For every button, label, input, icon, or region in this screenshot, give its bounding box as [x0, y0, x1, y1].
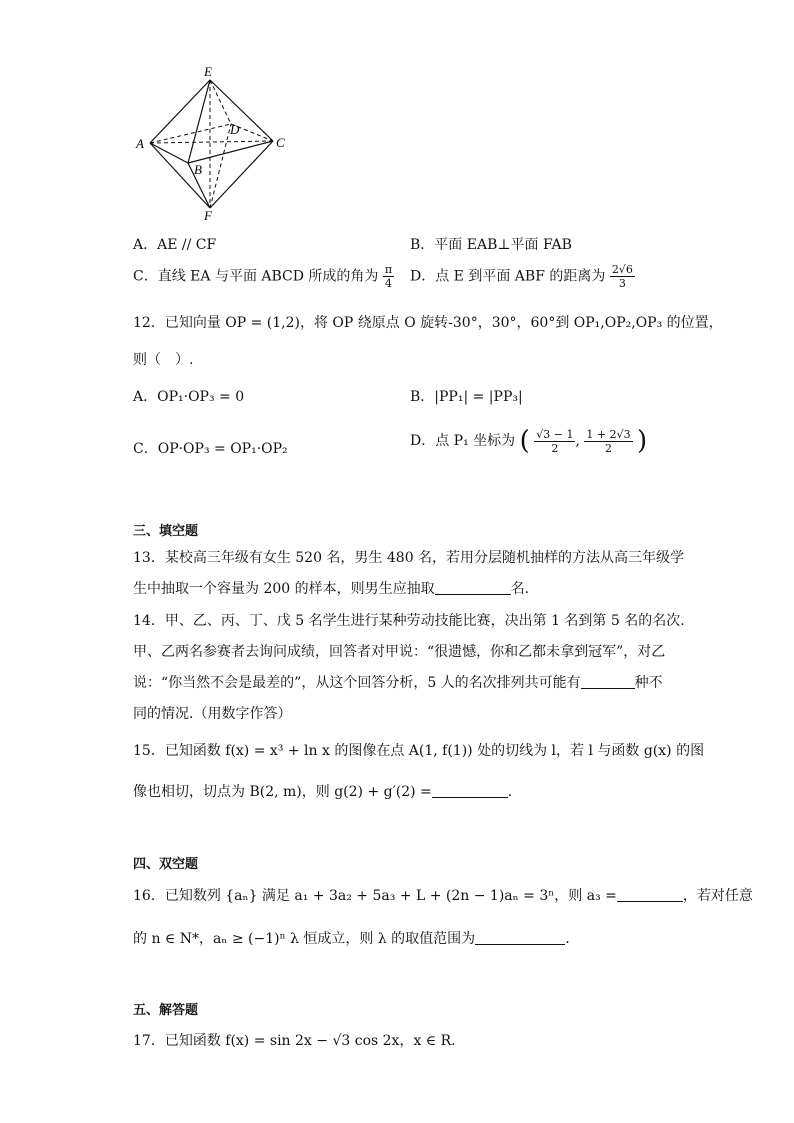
octahedron-figure [128, 58, 298, 228]
q13-line2 [133, 578, 529, 598]
q12-stem-line1: 12．已知向量 OP = (1,2)，将 OP 绕原点 O 旋转-30°，30°，60°到 OP₁,OP₂,OP₃ 的位置， [133, 315, 723, 331]
q15-line2 [133, 781, 512, 801]
section3-heading: 三、填空题 [133, 524, 199, 539]
q12-option-c: C．OP·OP₃ = OP₁·OP₂ [133, 441, 288, 457]
fraction-denominator: 2 [551, 441, 559, 455]
q16-line2-text: 的 n ∈ N*，aₙ ≥ (−1)ⁿ λ 恒成立，则 λ 的取值范围为 [133, 931, 476, 947]
section4-heading: 四、双空题 [133, 857, 199, 872]
q12-option-d: D．点 P₁ 坐标为 ( $\frac{√3 - 1}{2}$ , $\frac{1 + 2√3}{2}$ ) [410, 426, 648, 456]
vertex-label-e: E [204, 64, 212, 79]
q16-answer-blank-2[interactable] [475, 930, 565, 945]
q11-option-c-fraction [383, 263, 394, 290]
q14-line3-suffix: 种不 [634, 675, 663, 691]
fraction-denominator: 2 [604, 441, 612, 455]
q15-line2-suffix: . [507, 784, 513, 800]
section5-heading: 五、解答题 [133, 1003, 199, 1018]
q16-line1 [133, 885, 753, 905]
q12-option-a: A．OP₁·OP₃ = 0 [133, 389, 245, 405]
q14-answer-blank[interactable] [581, 674, 635, 689]
right-paren: ) [637, 426, 648, 456]
q14-line1: 14．甲、乙、丙、丁、戊 5 名学生进行某种劳动技能比赛，决出第 1 名到第 5 名的名次. [133, 613, 685, 629]
q14-line3 [133, 672, 663, 692]
q12-stem-line2: 则（ ）. [133, 352, 194, 368]
fraction-numerator: √3 − 1 [536, 427, 574, 441]
q11-option-d-fraction [610, 263, 635, 290]
q17-stem: 17．已知函数 f(x) = sin 2x − √3 cos 2x，x ∈ R. [133, 1033, 456, 1049]
q16-answer-blank-1[interactable] [617, 887, 683, 902]
left-paren: ( [519, 426, 530, 456]
q16-line2 [133, 928, 570, 948]
vertex-label-c: C [276, 135, 285, 150]
q13-line2-suffix: 名. [510, 581, 530, 597]
q14-line3-text: 说：“你当然不会是最差的”，从这个回答分析，5 人的名次排列共可能有 [133, 675, 581, 691]
fraction-numerator: 1 + 2√3 [586, 427, 631, 441]
q13-line2-text: 生中抽取一个容量为 200 的样本，则男生应抽取 [133, 581, 435, 597]
q14-line2: 甲、乙两名参赛者去询问成绩，回答者对甲说：“很遗憾，你和乙都未拿到冠军”，对乙 [133, 644, 666, 660]
q16-line1-text: 16．已知数列 {aₙ} 满足 a₁ + 3a₂ + 5a₃ + L + (2n − 1)aₙ = 3ⁿ，则 a₃ = [133, 888, 617, 904]
q12-option-b: B．|PP₁| = |PP₃| [410, 389, 523, 405]
q11-option-d-text: D．点 E 到平面 ABF 的距离为 [410, 268, 606, 285]
q16-line1-suffix: ，若对任意 [682, 888, 753, 904]
vertex-label-f: F [204, 208, 212, 223]
vertex-label-b: B [194, 162, 202, 177]
q13-answer-blank[interactable] [435, 580, 511, 595]
q12-option-d-x-fraction [534, 428, 575, 455]
vertex-label-d: D [230, 122, 240, 137]
q15-answer-blank[interactable] [432, 783, 508, 798]
q11-option-d [410, 263, 635, 290]
q15-line2-text: 像也相切，切点为 B(2, m)，则 g(2) + g′(2) = [133, 784, 432, 800]
fraction-numerator: π [384, 263, 393, 276]
q14-line4: 同的情况.（用数字作答） [133, 706, 292, 722]
q11-option-c-text: C．直线 EA 与平面 ABCD 所成的角为 [133, 268, 379, 285]
q12-option-d-y-fraction [584, 428, 632, 455]
q12-option-d-text: D．点 P₁ 坐标为 [410, 433, 516, 449]
q11-option-c [133, 263, 394, 290]
q11-option-a: A．AE // CF [133, 237, 217, 253]
q11-option-b: B．平面 EAB⊥平面 FAB [410, 237, 572, 253]
q16-line2-suffix: . [565, 931, 570, 947]
q13-line1: 13．某校高三年级有女生 520 名，男生 480 名，若用分层随机抽样的方法从高三年级学 [133, 550, 685, 566]
q15-line1: 15．已知函数 f(x) = x³ + ln x 的图像在点 A(1, f(1)) 处的切线为 l，若 l 与函数 g(x) 的图 [133, 743, 705, 759]
fraction-denominator: 4 [385, 277, 392, 290]
vertex-label-a: A [136, 136, 144, 151]
fraction-numerator: 2√6 [611, 263, 633, 276]
fraction-denominator: 3 [618, 277, 626, 290]
